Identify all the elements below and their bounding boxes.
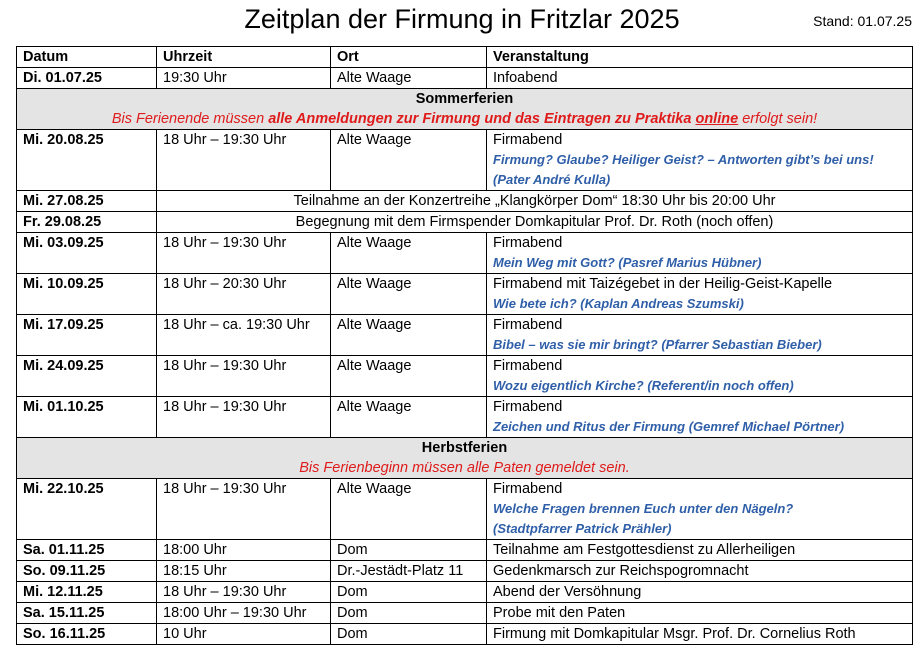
row-place: Alte Waage <box>331 68 487 89</box>
row-place: Dom <box>331 603 487 624</box>
page-title: Zeitplan der Firmung in Fritzlar 2025 <box>244 4 680 34</box>
row-time: 18:15 Uhr <box>157 561 331 582</box>
row-event-title: Firmabend <box>493 399 563 415</box>
row-event-topic: Welche Fragen brennen Euch unter den Nägeln? <box>493 501 794 516</box>
table-row <box>17 624 913 645</box>
table-row <box>17 603 913 624</box>
row-time: 18:00 Uhr – 19:30 Uhr <box>157 603 331 624</box>
table-row <box>17 212 913 233</box>
row-time: 18 Uhr – 20:30 Uhr <box>157 274 331 315</box>
row-time: 18 Uhr – 19:30 Uhr <box>157 397 331 438</box>
row-time: 18 Uhr – ca. 19:30 Uhr <box>157 315 331 356</box>
row-date: Mi. 01.10.25 <box>17 397 157 438</box>
row-event <box>487 274 913 315</box>
row-place: Alte Waage <box>331 274 487 315</box>
row-date: Fr. 29.08.25 <box>17 212 157 233</box>
header-datum: Datum <box>17 47 157 68</box>
row-event-topic: Firmung? Glaube? Heiliger Geist? – Antworten gibt’s bei uns! <box>493 152 874 167</box>
row-event-title: Firmabend <box>493 235 563 251</box>
row-event-topic: Wozu eigentlich Kirche? (Referent/in noch offen) <box>493 378 794 393</box>
sommerferien-note: Bis Ferienende müssen alle Anmeldungen zur Firmung und das Eintragen zu Praktika online erfolgt sein! <box>111 111 818 127</box>
sommerferien-cell <box>17 89 913 130</box>
row-place: Alte Waage <box>331 479 487 540</box>
row-event-speaker: (Pater André Kulla) <box>493 172 611 187</box>
row-place: Dr.-Jestädt-Platz 11 <box>331 561 487 582</box>
row-event-topic: Mein Weg mit Gott? (Pasref Marius Hübner) <box>493 255 762 270</box>
row-date: Mi. 24.09.25 <box>17 356 157 397</box>
table-row <box>17 540 913 561</box>
row-time: 19:30 Uhr <box>157 68 331 89</box>
row-date: Mi. 03.09.25 <box>17 233 157 274</box>
row-event: Infoabend <box>487 68 913 89</box>
row-event-title: Firmabend <box>493 358 563 374</box>
table-header-row <box>17 47 913 68</box>
row-time: 18 Uhr – 19:30 Uhr <box>157 479 331 540</box>
row-time: 18 Uhr – 19:30 Uhr <box>157 356 331 397</box>
row-place: Dom <box>331 540 487 561</box>
row-event: Probe mit den Paten <box>487 603 913 624</box>
row-event: Abend der Versöhnung <box>487 582 913 603</box>
table-row <box>17 130 913 191</box>
row-place: Alte Waage <box>331 397 487 438</box>
row-event <box>487 233 913 274</box>
row-event <box>487 356 913 397</box>
herbstferien-title: Herbstferien <box>421 440 508 456</box>
schedule-table <box>16 46 913 645</box>
row-event-topic: Wie bete ich? (Kaplan Andreas Szumski) <box>493 296 744 311</box>
row-event-title: Firmabend <box>493 132 563 148</box>
table-row <box>17 582 913 603</box>
row-place: Dom <box>331 582 487 603</box>
row-date: Mi. 12.11.25 <box>17 582 157 603</box>
row-span-event: Begegnung mit dem Firmspender Domkapitular Prof. Dr. Roth (noch offen) <box>157 212 913 233</box>
header-ort: Ort <box>331 47 487 68</box>
row-span-event: Teilnahme an der Konzertreihe „Klangkörper Dom“ 18:30 Uhr bis 20:00 Uhr <box>157 191 913 212</box>
table-row <box>17 191 913 212</box>
row-event: Teilnahme am Festgottesdienst zu Allerheiligen <box>487 540 913 561</box>
row-place: Dom <box>331 624 487 645</box>
table-row <box>17 315 913 356</box>
row-event <box>487 315 913 356</box>
row-date: So. 16.11.25 <box>17 624 157 645</box>
row-event-title: Firmabend mit Taizégebet in der Heilig-Geist-Kapelle <box>493 276 833 292</box>
sommerferien-title: Sommerferien <box>415 91 514 107</box>
row-date: Mi. 22.10.25 <box>17 479 157 540</box>
table-row <box>17 274 913 315</box>
table-row <box>17 397 913 438</box>
row-date: Mi. 10.09.25 <box>17 274 157 315</box>
row-event-title: Firmabend <box>493 317 563 333</box>
row-time: 18 Uhr – 19:30 Uhr <box>157 233 331 274</box>
row-date: Mi. 20.08.25 <box>17 130 157 191</box>
row-event: Firmung mit Domkapitular Msgr. Prof. Dr. Cornelius Roth <box>487 624 913 645</box>
table-row <box>17 233 913 274</box>
row-date: Sa. 15.11.25 <box>17 603 157 624</box>
row-event-title: Firmabend <box>493 481 563 497</box>
row-place: Alte Waage <box>331 130 487 191</box>
table-row <box>17 356 913 397</box>
table-row <box>17 479 913 540</box>
header-uhrzeit: Uhrzeit <box>157 47 331 68</box>
row-place: Alte Waage <box>331 315 487 356</box>
herbstferien-cell <box>17 438 913 479</box>
row-event <box>487 479 913 540</box>
header-veranstaltung: Veranstaltung <box>487 47 913 68</box>
row-date: Mi. 17.09.25 <box>17 315 157 356</box>
row-time: 18 Uhr – 19:30 Uhr <box>157 582 331 603</box>
row-event-speaker: (Stadtpfarrer Patrick Prähler) <box>493 521 672 536</box>
row-time: 18:00 Uhr <box>157 540 331 561</box>
row-place: Alte Waage <box>331 233 487 274</box>
row-event-topic: Bibel – was sie mir bringt? (Pfarrer Sebastian Bieber) <box>493 337 822 352</box>
stand-date: Stand: 01.07.25 <box>813 13 912 29</box>
table-row <box>17 561 913 582</box>
herbstferien-row <box>17 438 913 479</box>
row-event: Gedenkmarsch zur Reichspogromnacht <box>487 561 913 582</box>
row-event-topic: Zeichen und Ritus der Firmung (Gemref Michael Pörtner) <box>493 419 845 434</box>
row-event <box>487 130 913 191</box>
sommerferien-row <box>17 89 913 130</box>
row-event <box>487 397 913 438</box>
herbstferien-note: Bis Ferienbeginn müssen alle Paten gemeldet sein. <box>299 460 630 476</box>
row-place: Alte Waage <box>331 356 487 397</box>
row-date: Sa. 01.11.25 <box>17 540 157 561</box>
table-row <box>17 68 913 89</box>
row-time: 10 Uhr <box>157 624 331 645</box>
row-time: 18 Uhr – 19:30 Uhr <box>157 130 331 191</box>
row-date: Di. 01.07.25 <box>17 68 157 89</box>
row-date: Mi. 27.08.25 <box>17 191 157 212</box>
row-date: So. 09.11.25 <box>17 561 157 582</box>
